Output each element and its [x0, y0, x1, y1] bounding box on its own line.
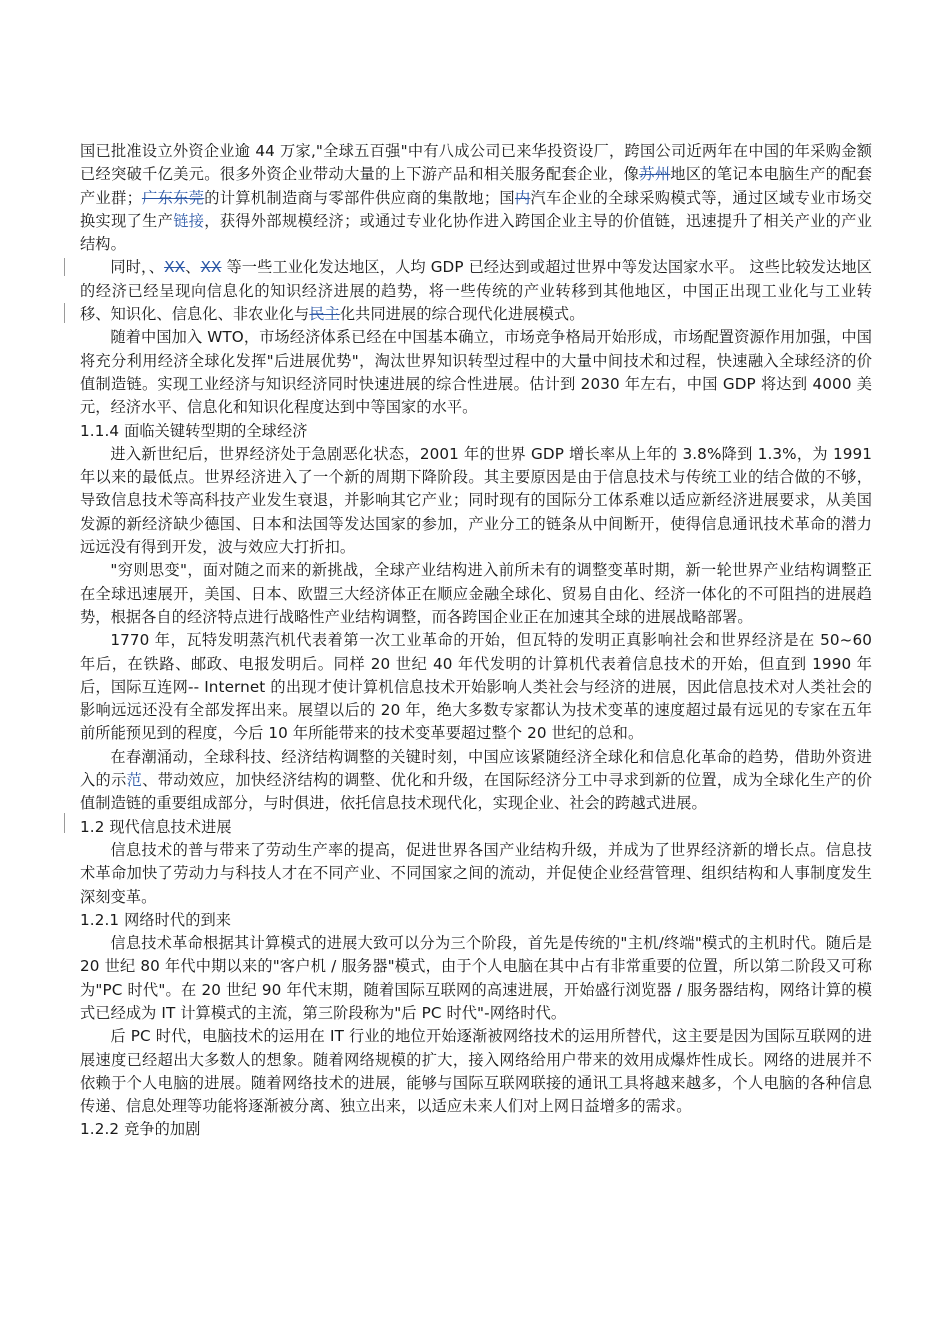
- text-run: 1.2.1 网络时代的到来: [80, 910, 232, 929]
- section-heading: [80, 1118, 872, 1141]
- tracked-deletion: XX: [200, 258, 222, 277]
- body-paragraph: [80, 326, 872, 419]
- text-run: 国已批准设立外资企业逾 44 万家,"全球五百强"中有八成公司已来华投资设厂，跨国公司近两年在中国的年采购金额已经突破千亿美元。很多外资企业带动大量的上下游产品和相关服务配套企业，像: [80, 142, 872, 184]
- text-run: 信息技术的普与带来了劳动生产率的提高，促进世界各国产业结构升级，并成为了世界经济新的增长点。信息技术革命加快了劳动力与科技人才在不同产业、不同国家之间的流动，并促使企业经营管理、组织结构和人事制度发生深刻变革。: [80, 840, 872, 906]
- text-run: 进入新世纪后，世界经济处于急剧恶化状态，2001 年的世界 GDP 增长率从上年的 3.8%降到 1.3%，为 1991 年以来的最低点。世界经济进入了一个新的周期下降阶段。其主要原因是由于信息技术与传统工业的结合做的不够，导致信息技术等高科技产业发生衰退，并影响其它产业；同时现有的国际分工体系难以适应新经济进展要求，从美国发源的新经济缺少德国、日本和法国等发达国家的参加，产业分工的链条从中间断开，使得信息通讯技术革命的潜力远远没有得到开发，波与效应大打折扣。: [80, 444, 872, 557]
- body-paragraph: [80, 256, 872, 326]
- body-paragraph: [80, 932, 872, 1025]
- section-heading: [80, 816, 872, 839]
- revision-change-bar: [64, 258, 65, 276]
- text-run: 的计算机制造商与零部件供应商的集散地；国: [204, 188, 515, 207]
- document-page: [80, 140, 872, 1142]
- body-paragraph: [80, 839, 872, 909]
- body-paragraph: [80, 746, 872, 816]
- tracked-insertion: 链接: [173, 211, 205, 230]
- body-paragraph: [80, 629, 872, 745]
- revision-change-bar: [64, 813, 65, 833]
- text-run: 、: [185, 258, 201, 277]
- text-run: 在春潮涌动，全球科技、经济结构调整的关键时刻，中国应该紧随经济全球化和信息化革命的趋势，借助外资进入的示: [80, 747, 872, 790]
- text-run: 1.2 现代信息技术进展: [80, 817, 232, 836]
- text-run: 同时，、: [110, 258, 165, 277]
- section-heading: [80, 909, 872, 932]
- text-run: 地区的笔记本电脑生产的配套产业群；: [80, 165, 872, 207]
- text-run: 1770 年，瓦特发明蒸汽机代表着第一次工业革命的开始，但瓦特的发明正真影响社会和世界经济是在 50~60 年后，在铁路、邮政、电报发明后。同样 20 世纪 40 年代发明的计算机代表着信息技术的开始，但直到 1990 年后，国际互连网-- Internet 的出现才使计算机信息技术开始影响人类社会与经济的进展，因此信息技术对人类社会的影响远远还没有全部发挥出来。展望以后的 20 年，绝大多数专家都认为技术变革的速度超过最有远见的专家在五年前所能预见到的程度，今后 10 年所能带来的技术变革要超过整个 20 世纪的总和。: [80, 631, 872, 743]
- text-run: "穷则思变"，面对随之而来的新挑战，全球产业结构进入前所未有的调整变革时期，新一轮世界产业结构调整正在全球迅速展开，美国、日本、欧盟三大经济体正在顺应金融全球化、贸易自由化、经济一体化的不可阻挡的进展趋势，根据各自的经济特点进行战略性产业结构调整，而各跨国企业正在加速其全球的进展战略部署。: [80, 561, 872, 626]
- text-run: 随着中国加入 WTO，市场经济体系已经在中国基本确立，市场竞争格局开始形成，市场配置资源作用加强，中国将充分利用经济全球化发挥"后进展优势"，淘汰世界知识转型过程中的大量中间技术和过程，快速融入全球经济的价值制造链。实现工业经济与知识经济同时快速进展的综合性进展。估计到 2030 年左右，中国 GDP 将达到 4000 美元，经济水平、信息化和知识化程度达到中等国家的水平。: [80, 328, 872, 417]
- text-run: 1.1.4 面临关键转型期的全球经济: [80, 421, 308, 440]
- tracked-deletion: 广东东莞: [141, 188, 205, 207]
- tracked-insertion: 范: [126, 771, 143, 790]
- body-paragraph: [80, 140, 872, 256]
- tracked-deletion: 苏州: [639, 165, 671, 184]
- tracked-deletion: XX: [164, 258, 186, 277]
- text-run: 汽车企业的全球采购模式等，通过区域专业市场交换实现了生产: [80, 188, 873, 230]
- section-heading: [80, 420, 872, 443]
- text-run: 等一些工业化发达地区，人均 GDP 已经达到或超过世界中等发达国家水平。 这些比较发达地区的经济已经呈现向信息化的知识经济进展的趋势，将一些传统的产业转移到其他地区，中国正出现工业化与工业转移、知识化、信息化、非农业化与: [80, 258, 872, 324]
- text-run: 、带动效应，加快经济结构的调整、优化和升级，在国际经济分工中寻求到新的位置，成为全球化生产的价值制造链的重要组成部分，与时俱进，依托信息技术现代化，实现企业、社会的跨越式进展。: [80, 771, 872, 813]
- text-run: 化共同进展的综合现代化进展模式。: [339, 305, 585, 324]
- tracked-deletion: 内: [514, 188, 531, 207]
- body-paragraph: [80, 443, 872, 559]
- body-paragraph: [80, 559, 872, 629]
- body-paragraph: [80, 1025, 872, 1118]
- text-run: 后 PC 时代，电脑技术的运用在 IT 行业的地位开始逐渐被网络技术的运用所替代，这主要是因为国际互联网的进展速度已经超出大多数人的想象。随着网络规模的扩大，接入网络给用户带来的效用成爆炸性成长。网络的进展并不依赖于个人电脑的进展。随着网络技术的进展，能够与国际互联网联接的通讯工具将越来越多，个人电脑的各种信息传递、信息处理等功能将逐渐被分离、独立出来，以适应未来人们对上网日益增多的需求。: [80, 1027, 872, 1116]
- text-run: 信息技术革命根据其计算模式的进展大致可以分为三个阶段，首先是传统的"主机/终端"模式的主机时代。随后是 20 世纪 80 年代中期以来的"客户机 / 服务器"模式，由于个人电脑在其中占有非常重要的位置，所以第二阶段又可称为"PC 时代"。在 20 世纪 90 年代末期，随着国际互联网的高速进展，开始盛行浏览器 / 服务器结构，网络计算的模式已经成为 IT 计算模式的主流，第三阶段称为"后 PC 时代"-网络时代。: [80, 934, 872, 1022]
- text-run: ，获得外部规模经济；或通过专业化协作进入跨国企业主导的价值链，迅速提升了相关产业的产业结构。: [80, 211, 872, 254]
- text-run: 1.2.2 竞争的加剧: [80, 1120, 201, 1139]
- revision-change-bar: [64, 303, 65, 323]
- tracked-deletion: 民主: [309, 305, 340, 324]
